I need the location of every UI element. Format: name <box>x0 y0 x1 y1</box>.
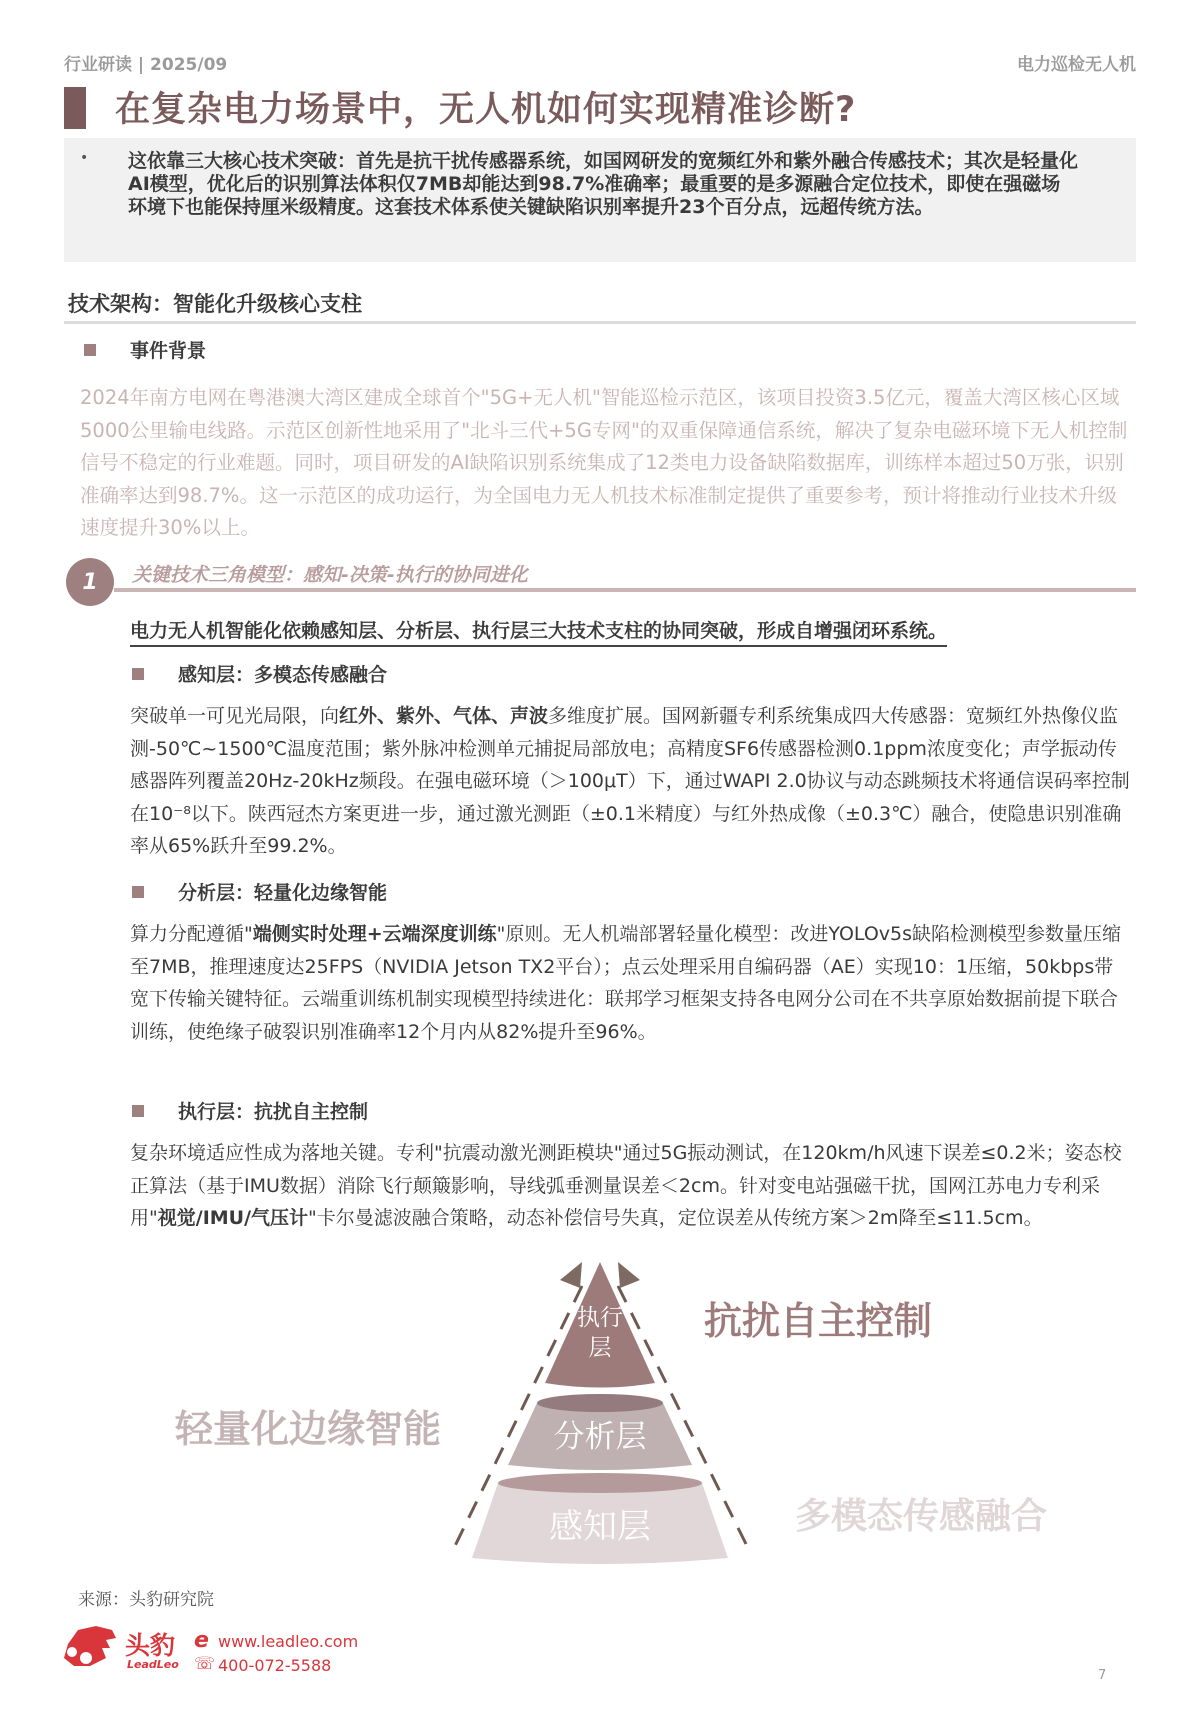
square-bullet-icon <box>132 886 144 898</box>
report-topic: 电力巡检无人机 <box>1017 55 1136 75</box>
square-bullet-icon <box>84 344 96 356</box>
website-link[interactable]: www.leadleo.com <box>218 1632 359 1651</box>
execution-layer-text: 复杂环境适应性成为落地关键。专利"抗震动激光测距模块"通过5G振动测试，在120km/h风速下误差≤0.2米；姿态校正算法（基于IMU数据）消除飞行颠簸影响，导线弧垂测量误差＜2cm。针对变电站强磁干扰，国网江苏电力专利采用"视觉/IMU/气压计"卡尔曼滤波融合策略，动态补偿信号失真，定位误差从传统方案＞2m降至≤11.5cm。 <box>130 1142 1122 1229</box>
perception-layer-text: 突破单一可见光局限，向红外、紫外、气体、声波多维度扩展。国网新疆专利系统集成四大传感器：宽频红外热像仪监测-50℃~1500℃温度范围；紫外脉冲检测单元捕捉局部放电；高精度SF6传感器检测0.1ppm浓度变化；声学振动传感器阵列覆盖20Hz-20kHz频段。在强电磁环境（＞100μT）下，通过WAPI 2.0协议与动态跳频技术将通信误码率控制在10⁻⁸以下。陕西冠杰方案更进一步，通过激光测距（±0.1米精度）与红外热成像（±0.3℃）融合，使隐患识别准确率从65%跃升至99.2%。 <box>130 705 1130 857</box>
analysis-layer-text: 算力分配遵循"端侧实时处理+云端深度训练"原则。无人机端部署轻量化模型：改进YOLOv5s缺陷检测模型参数量压缩至7MB，推理速度达25FPS（NVIDIA Jetson TX2平台）；点云处理采用自编码器（AE）实现10：1压缩，50kbps带宽下传输关键特征。云端重训练机制实现模型持续进化：联邦学习框架支持各电网分公司在不共享原始数据前提下联合训练，使绝缘子破裂识别准确率12个月内从82%提升至96%。 <box>130 923 1122 1043</box>
section-divider <box>64 321 1136 324</box>
arrow-up-left-icon <box>560 1262 582 1288</box>
title-accent-bar <box>64 87 86 129</box>
web-icon: e <box>194 1628 209 1653</box>
tier-top-label-1: 执行 <box>577 1305 623 1331</box>
tier-bottom-label: 感知层 <box>549 1507 651 1547</box>
phone-icon: ☏ <box>194 1654 216 1674</box>
bullet-icon: • <box>80 150 89 166</box>
section1-lead: 电力无人机智能化依赖感知层、分析层、执行层三大技术支柱的协同突破，形成自增强闭环系统。 <box>130 616 947 647</box>
source-note: 来源：头豹研究院 <box>78 1590 214 1610</box>
page-number: 7 <box>1098 1668 1107 1683</box>
background-heading: 事件背景 <box>130 340 207 362</box>
label-multimodal-fusion: 多模态传感融合 <box>795 1496 1048 1537</box>
tier-top-label-2: 层 <box>588 1335 612 1361</box>
brand-en: LeadLeo <box>127 1658 179 1671</box>
square-bullet-icon <box>132 668 144 680</box>
page-title: 在复杂电力场景中，无人机如何实现精准诊断? <box>115 90 857 130</box>
section1-rule <box>114 588 1136 592</box>
square-bullet-icon <box>132 1105 144 1117</box>
summary-text: 这依靠三大核心技术突破：首先是抗干扰传感器系统，如国网研发的宽频红外和紫外融合传感技术；其次是轻量化AI模型，优化后的识别算法体积仅7MB却能达到98.7%准确率；最重要的是多源融合定位技术，即使在强磁场环境下也能保持厘米级精度。这套技术体系使关键缺陷识别率提升23个百分点，远超传统方法。 <box>128 150 1079 218</box>
label-edge-intelligence: 轻量化边缘智能 <box>175 1407 442 1451</box>
section-number-badge: 1 <box>66 558 114 606</box>
label-anti-interference: 抗扰自主控制 <box>704 1299 933 1343</box>
tier-middle-label: 分析层 <box>553 1419 647 1455</box>
background-text: 2024年南方电网在粤港澳大湾区建成全球首个"5G+无人机"智能巡检示范区，该项目投资3.5亿元，覆盖大湾区核心区域5000公里输电线路。示范区创新性地采用了"北斗三代+5G专网"的双重保障通信系统，解决了复杂电磁环境下无人机控制信号不稳定的行业难题。同时，项目研发的AI缺陷识别系统集成了12类电力设备缺陷数据库，训练样本超过50万张，识别准确率达到98.7%。这一示范区的成功运行，为全国电力无人机技术标准制定提供了重要参考，预计将推动行业技术升级速度提升30%以上。 <box>80 386 1128 539</box>
leadleo-logo-icon <box>60 1622 118 1672</box>
phone-number: 400-072-5588 <box>218 1656 332 1675</box>
perception-layer-heading: 感知层：多模态传感融合 <box>178 664 388 686</box>
report-category-date: 行业研读 | 2025/09 <box>64 55 228 75</box>
arrow-up-right-icon <box>618 1262 640 1288</box>
brand-cn: 头豹 <box>125 1631 176 1660</box>
analysis-layer-heading: 分析层：轻量化边缘智能 <box>178 882 388 904</box>
section-heading: 技术架构：智能化升级核心支柱 <box>68 292 362 316</box>
execution-layer-heading: 执行层：抗扰自主控制 <box>178 1101 369 1123</box>
section1-title: 关键技术三角模型：感知-决策-执行的协同进化 <box>132 564 528 586</box>
